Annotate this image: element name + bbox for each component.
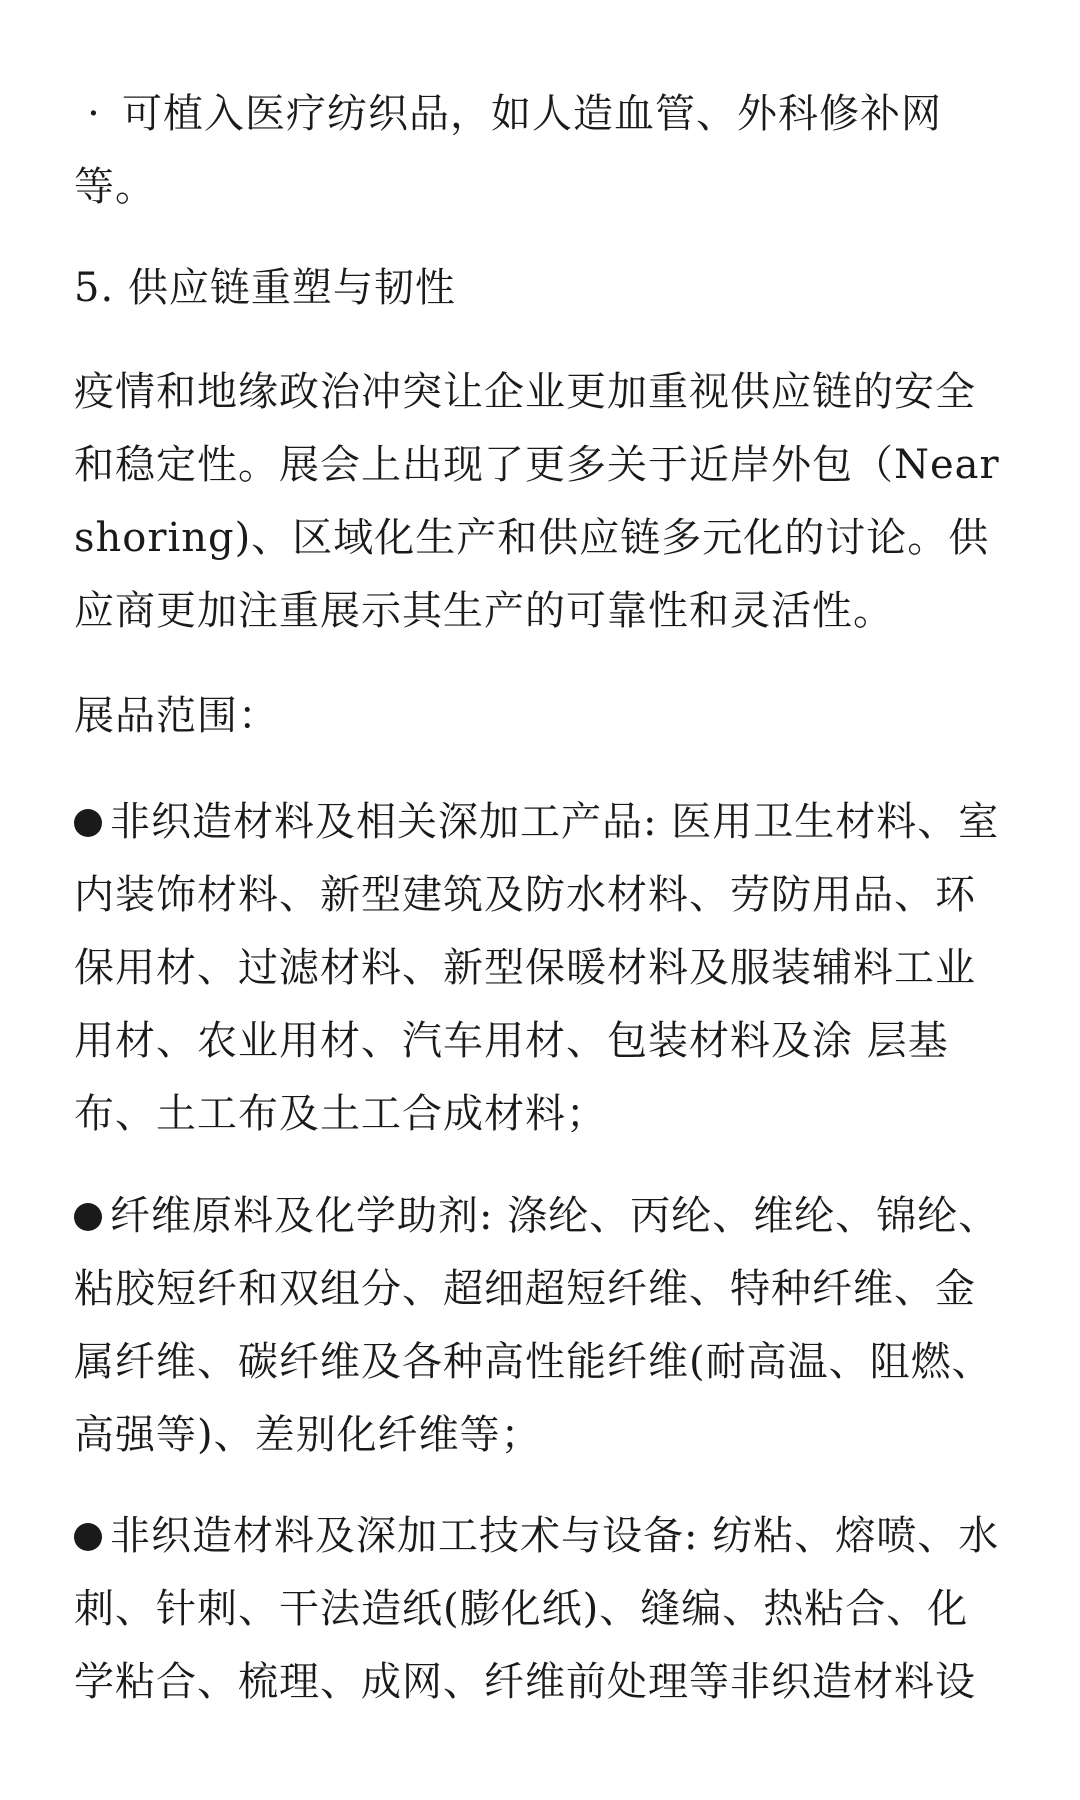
bullet-paragraph — [74, 78, 1006, 224]
exhibit-scope-item — [74, 786, 1006, 1151]
bullet-dot-icon — [74, 809, 102, 837]
exhibit-scope-item-text: 非织造材料及相关深加工产品: 医用卫生材料、室内装饰材料、新型建筑及防水材料、劳防用品、环保用材、过滤材料、新型保暖材料及服装辅料工业用材、农业用材、汽车用材、包装材料及涂 层基布、土工布及土工合成材料； — [74, 799, 1000, 1137]
exhibit-scope-item-text: 纤维原料及化学助剂: 涤纶、丙纶、维纶、锦纶、粘胶短纤和双组分、超细超短纤维、特种纤维、金属纤维、碳纤维及各种高性能纤维(耐高温、阻燃、高强等)、差别化纤维等； — [74, 1193, 1000, 1458]
exhibit-scope-item — [74, 1180, 1006, 1472]
bullet-dot-icon — [74, 1523, 102, 1551]
bullet-dot-icon — [74, 1203, 102, 1231]
bullet-paragraph-text: 可植入医疗纺织品，如人造血管、外科修补网等。 — [74, 91, 942, 210]
exhibit-scope-title: 展品范围： — [74, 693, 279, 739]
middle-dot-icon: · — [87, 91, 101, 137]
exhibit-scope-item-text: 非织造材料及深加工技术与设备: 纺粘、熔喷、水刺、针刺、干法造纸(膨化纸)、缝编、热粘合、化学粘合、梳理、成网、纤维前处理等非织造材料设 — [74, 1513, 1000, 1705]
section-heading: 5. 供应链重塑与韧性 — [74, 265, 456, 311]
section-body-paragraph: 疫情和地缘政治冲突让企业更加重视供应链的安全和稳定性。展会上出现了更多关于近岸外包（Near shoring)、区域化生产和供应链多元化的讨论。供应商更加注重展示其生产的可靠性和灵活性。 — [74, 369, 1000, 634]
exhibit-scope-item — [74, 1500, 1006, 1719]
